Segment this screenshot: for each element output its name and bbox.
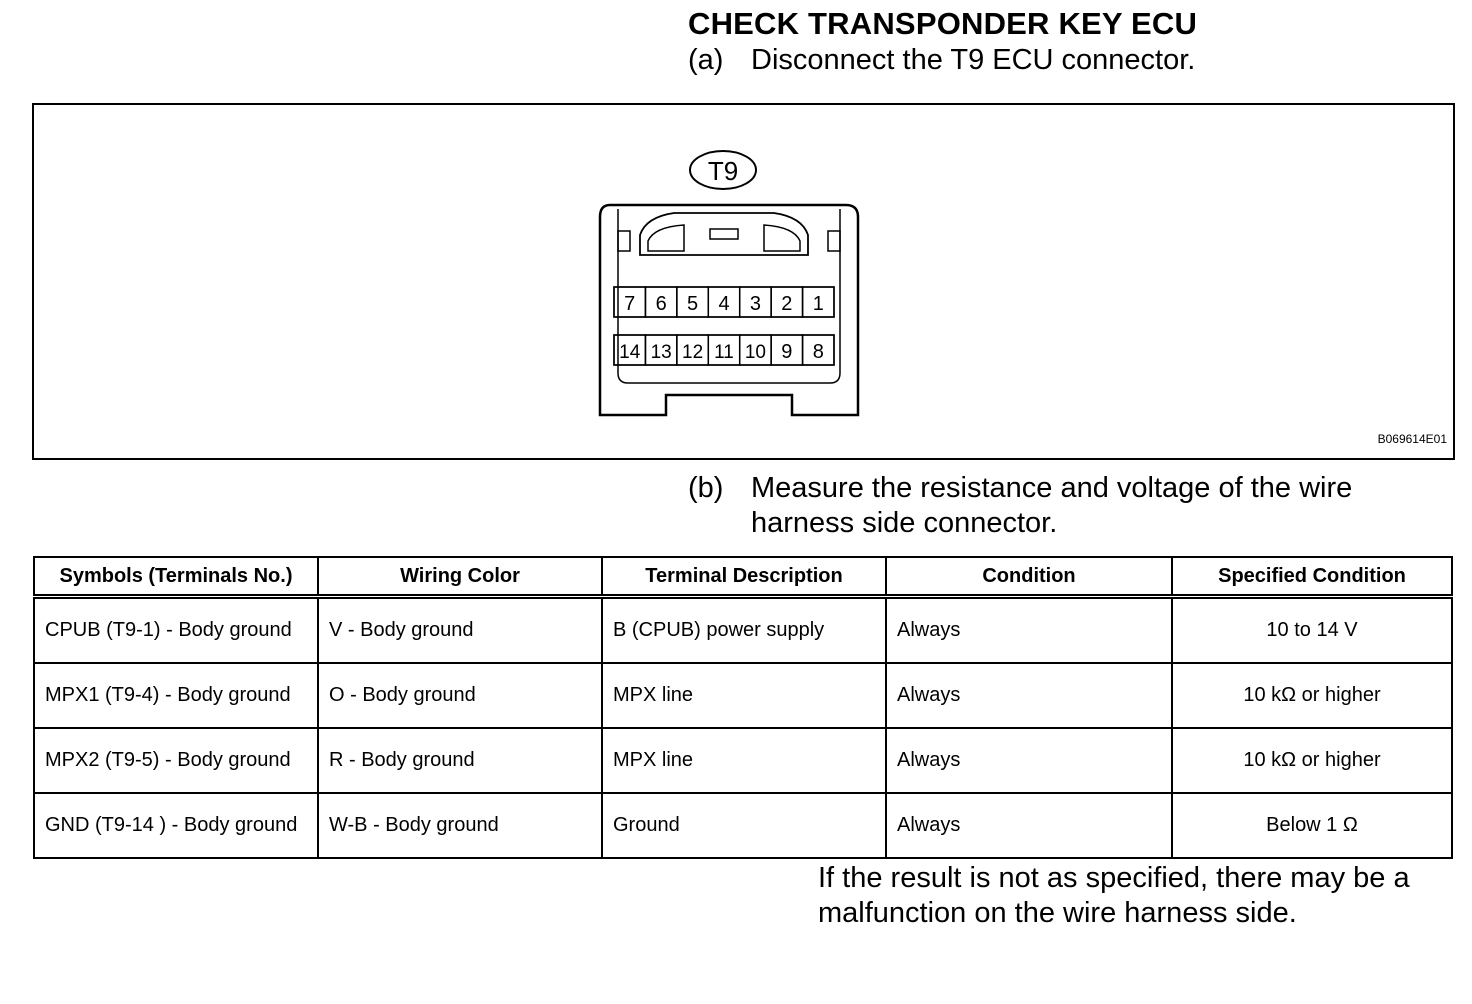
- table-row: [34, 793, 1452, 858]
- section-heading: CHECK TRANSPONDER KEY ECU: [688, 6, 1198, 41]
- header-symbols: Symbols (Terminals No.): [34, 557, 318, 597]
- connector-right-notch: [764, 225, 800, 251]
- cell-description: MPX line: [602, 728, 886, 793]
- cell-condition: Always: [886, 597, 1172, 664]
- cell-condition: Always: [886, 728, 1172, 793]
- connector-left-notch: [648, 225, 684, 251]
- cell-wiring-color: O - Body ground: [318, 663, 602, 728]
- cell-symbol: MPX2 (T9-5) - Body ground: [34, 728, 318, 793]
- pin-number: 6: [655, 293, 667, 315]
- pin-number: 8: [812, 341, 824, 363]
- cell-description: MPX line: [602, 663, 886, 728]
- cell-wiring-color: R - Body ground: [318, 728, 602, 793]
- step-a-text: Disconnect the T9 ECU connector.: [751, 44, 1196, 76]
- connector-lock-latch: [640, 213, 808, 255]
- figure-code: B069614E01: [1377, 432, 1447, 446]
- step-b-line1: Measure the resistance and voltage of the wire: [751, 472, 1353, 504]
- pin-number: 7: [624, 293, 636, 315]
- connector-figure: [32, 103, 1455, 460]
- pin-number: 3: [749, 293, 761, 315]
- step-b-text: [751, 471, 1352, 541]
- cell-condition: Always: [886, 793, 1172, 858]
- cell-wiring-color: V - Body ground: [318, 597, 602, 664]
- pin-number: 9: [781, 341, 793, 363]
- step-a: [688, 43, 1388, 79]
- pin-number: 11: [714, 342, 734, 363]
- table-row: [34, 597, 1452, 664]
- cell-specified: 10 kΩ or higher: [1172, 663, 1452, 728]
- table-row: [34, 663, 1452, 728]
- cell-condition: Always: [886, 663, 1172, 728]
- step-b: [688, 471, 1408, 543]
- table-header-row: [34, 557, 1452, 597]
- connector-label: T9: [707, 156, 739, 186]
- pins-top: [614, 287, 834, 317]
- header-specified-condition: Specified Condition: [1172, 557, 1452, 597]
- header-condition: Condition: [886, 557, 1172, 597]
- cell-symbol: GND (T9-14 ) - Body ground: [34, 793, 318, 858]
- pin-number: 5: [687, 293, 699, 315]
- step-b-label: (b): [688, 472, 724, 504]
- pin-number: 12: [682, 342, 704, 363]
- pin-number: 2: [781, 293, 793, 315]
- cell-specified: Below 1 Ω: [1172, 793, 1452, 858]
- cell-description: Ground: [602, 793, 886, 858]
- pin-number: 4: [718, 293, 730, 315]
- header-terminal-description: Terminal Description: [602, 557, 886, 597]
- cell-wiring-color: W-B - Body ground: [318, 793, 602, 858]
- pin-number: 1: [812, 293, 824, 315]
- pin-number: 14: [619, 342, 641, 363]
- step-b-line2: harness side connector.: [751, 507, 1058, 539]
- pin-number: 13: [650, 342, 672, 363]
- result-note: If the result is not as specified, there may be a malfunction on the wire harness side.: [818, 862, 1410, 929]
- cell-symbol: MPX1 (T9-4) - Body ground: [34, 663, 318, 728]
- table-row: [34, 728, 1452, 793]
- cell-description: B (CPUB) power supply: [602, 597, 886, 664]
- step-a-label: (a): [688, 44, 724, 76]
- cell-symbol: CPUB (T9-1) - Body ground: [34, 597, 318, 664]
- connector-latch-slot: [710, 229, 738, 239]
- pins-bottom: [614, 335, 834, 365]
- cell-specified: 10 to 14 V: [1172, 597, 1452, 664]
- connector-left-tab: [618, 231, 630, 251]
- cell-specified: 10 kΩ or higher: [1172, 728, 1452, 793]
- specification-table: [33, 556, 1453, 859]
- connector-right-tab: [828, 231, 840, 251]
- pin-number: 10: [744, 342, 766, 363]
- connector-diagram: [34, 105, 1453, 458]
- header-wiring-color: Wiring Color: [318, 557, 602, 597]
